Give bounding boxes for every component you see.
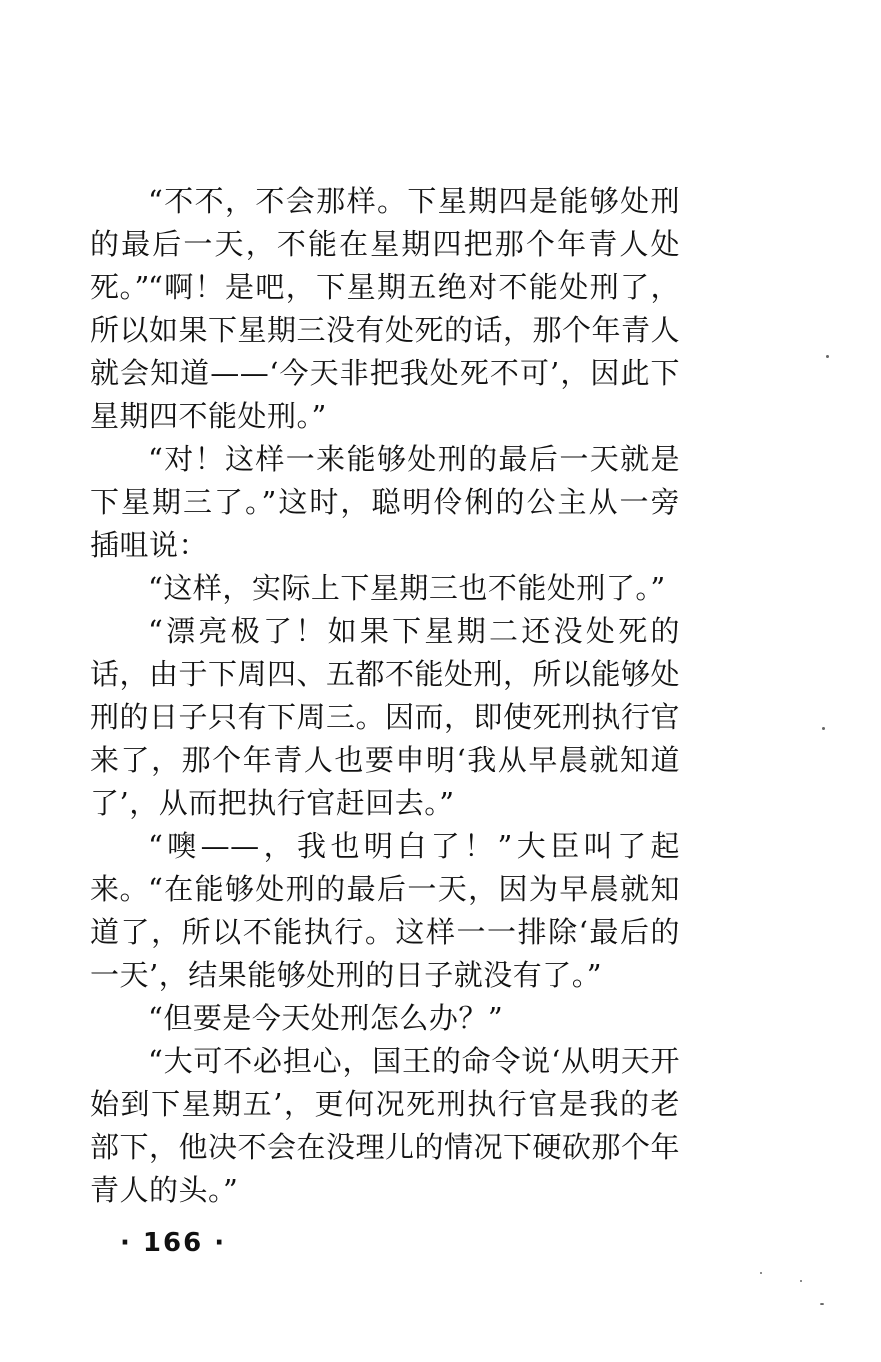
paragraph-6: “噢——，我也明白了！”大臣叫了起来。 <box>90 829 680 906</box>
scan-speck <box>820 1303 824 1305</box>
paragraph-1: “不不，不会那样。下星期四是能够处刑的最后一天，不能在星期四把那个年青人处死。” <box>90 184 680 304</box>
paragraph-4: “这样，实际上下星期三也不能处刑了。” <box>148 571 666 605</box>
scan-speck <box>826 355 829 358</box>
paragraph-9: “大可不必担心，国王的命令说‘从明天开始到下星期五’，更何况死刑执行官是我的老部下，他决不会在没理儿的情况下硬砍那个年青人的头。” <box>90 1044 681 1207</box>
scan-speck <box>822 727 825 730</box>
paragraph-5: “漂亮极了！如果下星期二还没处死的话，由于下周四、五都不能处刑，所以能够处刑的日子只有下周三。因而，即使死刑执行官来了，那个年青人也要申明‘我从早晨就知道了’，从而把执行官赶回去。” <box>90 614 681 820</box>
page-number: · 166 · <box>120 1228 227 1258</box>
scan-speck <box>800 1280 802 1282</box>
paragraph-7: “在能够处刑的最后一天，因为早晨就知道了，所以不能执行。这样一一排除‘最后的一天’，结果能够处刑的日子就没有了。” <box>90 872 680 992</box>
scan-speck <box>760 1272 762 1274</box>
paragraph-8: “但要是今天处刑怎么办？” <box>148 1001 504 1035</box>
paragraph-2: “啊！是吧，下星期五绝对不能处刑了，所以如果下星期三没有处死的话，那个年青人就会知道——‘今天非把我处死不可’，因此下星期四不能处刑。” <box>90 270 681 433</box>
paragraph-3: “对！这样一来能够处刑的最后一天就是下星期三了。”这时，聪明伶俐的公主从一旁插咀说： <box>90 442 680 562</box>
